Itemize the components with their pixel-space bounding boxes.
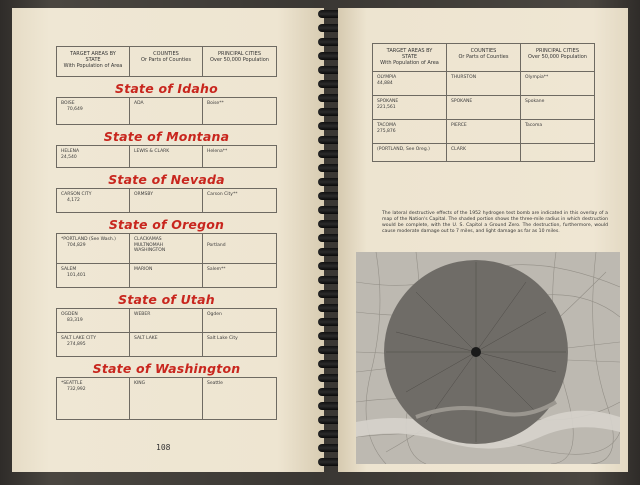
table-row: (PORTLAND, See Oreg.) CLARK — [373, 144, 595, 162]
map-caption: The lateral destructive effects of the 1952 hydrogen test bomb are indicated in this overlay of a map of the Nation's Capital. The shaded portion shows the three-mile radius in which destruction would be complete, with the U. S. Capitol a Ground Zero. The destruction, furthermore, would cause moderate damage out to 7 miles, and light damage as far as 10 miles. — [382, 211, 608, 234]
state-heading-utah: State of Utah — [57, 288, 277, 309]
table-row: BOISE 70,649 ADA Boise** — [57, 98, 277, 125]
state-heading-nevada: State of Nevada — [57, 168, 277, 189]
header-counties: COUNTIES Or Parts of Counties — [447, 44, 521, 72]
left-target-table — [56, 46, 277, 420]
header-principal-cities: PRINCIPAL CITIES Over 50,000 Population — [521, 44, 595, 72]
table-row: *PORTLAND (See Wash.) 704,829 CLACKAMAS MULTNOMAH WASHINGTON Portland — [57, 234, 277, 264]
table-header-row — [373, 44, 595, 72]
ground-zero-marker — [471, 347, 481, 357]
state-heading-idaho: State of Idaho — [57, 77, 277, 98]
header-target-areas: TARGET AREAS BY STATE With Population of Area — [57, 47, 130, 77]
page-number: 108 — [156, 443, 171, 452]
state-heading-oregon: State of Oregon — [57, 213, 277, 234]
table-row: HELENA 24,540 LEWIS & CLARK Helena** — [57, 146, 277, 168]
header-principal-cities: PRINCIPAL CITIES Over 50,000 Population — [203, 47, 277, 77]
state-heading-washington: State of Washington — [57, 357, 277, 378]
table-row: CARSON CITY 4,172 ORMSBY Carson City** — [57, 189, 277, 213]
header-target-areas: TARGET AREAS BY STATE With Population of Area — [373, 44, 447, 72]
washington-blast-map — [356, 252, 620, 464]
table-row: TACOMA 275,876 PIERCE Tacoma — [373, 120, 595, 144]
table-row: OGDEN 83,319 WEBER Ogden — [57, 309, 277, 333]
table-header-row — [57, 47, 277, 77]
table-row: SALT LAKE CITY 274,895 SALT LAKE Salt Lake City — [57, 333, 277, 357]
table-row: OLYMPIA 44,884 THURSTON Olympia** — [373, 72, 595, 96]
header-counties: COUNTIES Or Parts of Counties — [130, 47, 203, 77]
table-row: *SEATTLE 732,992 KING Seattle — [57, 378, 277, 420]
state-heading-montana: State of Montana — [57, 125, 277, 146]
map-illustration — [356, 252, 620, 464]
table-row: SALEM 101,401 MARION Salem** — [57, 264, 277, 288]
table-row: SPOKANE 221,561 SPOKANE Spokane — [373, 96, 595, 120]
right-target-table — [372, 43, 595, 162]
